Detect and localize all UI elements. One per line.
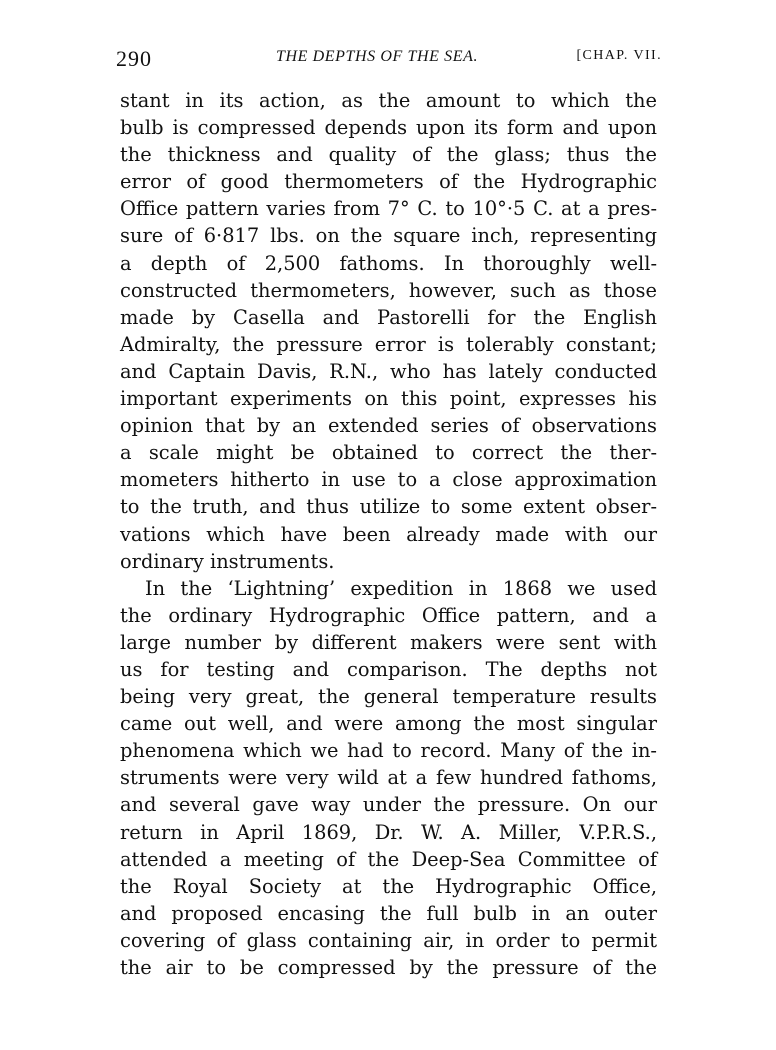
text-line: error of good thermometers of the Hydrographic [120, 170, 657, 194]
text-line: opinion that by an extended series of observations [120, 414, 657, 438]
text-line: the Royal Society at the Hydrographic Office, [120, 874, 657, 898]
paragraph-end-line: ordinary instruments. [120, 549, 335, 573]
text-line: the thickness and quality of the glass; thus the [120, 143, 657, 167]
text-line: a scale might be obtained to correct the ther- [120, 441, 657, 465]
chapter-reference: [CHAP. VII. [576, 48, 662, 63]
paragraph-start-line: In the ‘Lightning’ expedition in 1868 we used [145, 576, 657, 600]
page-number: 290 [116, 46, 152, 71]
text-line: the air to be compressed by the pressure of the [120, 956, 657, 979]
running-title: THE DEPTHS OF THE SEA. [276, 48, 479, 65]
text-line: and proposed encasing the full bulb in an outer [120, 901, 657, 925]
text-line: bulb is compressed depends upon its form and upon [120, 116, 657, 140]
text-line: Office pattern varies from 7° C. to 10°·5 C. at a pres- [120, 197, 657, 221]
text-line: phenomena which we had to record. Many of the in- [120, 739, 657, 763]
text-line: and Captain Davis, R.N., who has lately conducted [120, 359, 657, 383]
text-line: mometers hitherto in use to a close approximation [120, 468, 657, 492]
text-line: came out well, and were among the most singular [120, 712, 657, 736]
text-line: Admiralty, the pressure error is tolerably constant; [120, 332, 657, 356]
text-line: return in April 1869, Dr. W. A. Miller, V.P.R.S., [120, 820, 657, 844]
text-line: made by Casella and Pastorelli for the English [120, 305, 657, 329]
text-line: sure of 6·817 lbs. on the square inch, representing [120, 224, 657, 248]
text-line: us for testing and comparison. The depths not [120, 657, 657, 681]
text-line: constructed thermometers, however, such as those [120, 278, 657, 302]
text-line: vations which have been already made with our [120, 522, 657, 546]
text-line: attended a meeting of the Deep-Sea Committee of [120, 847, 657, 871]
text-line: the ordinary Hydrographic Office pattern, and a [120, 603, 657, 627]
text-line: to the truth, and thus utilize to some extent obser- [120, 495, 657, 519]
body-text [120, 87, 657, 981]
text-line: covering of glass containing air, in order to permit [120, 928, 657, 952]
running-head [116, 46, 662, 72]
text-line: stant in its action, as the amount to which the [120, 89, 657, 112]
text-line: being very great, the general temperature results [120, 685, 657, 709]
text-line: and several gave way under the pressure. On our [120, 793, 657, 817]
text-line: a depth of 2,500 fathoms. In thoroughly well- [120, 251, 657, 275]
text-line: struments were very wild at a few hundred fathoms, [120, 766, 657, 790]
text-line: large number by different makers were sent with [120, 630, 657, 654]
text-line: important experiments on this point, expresses his [120, 387, 657, 411]
